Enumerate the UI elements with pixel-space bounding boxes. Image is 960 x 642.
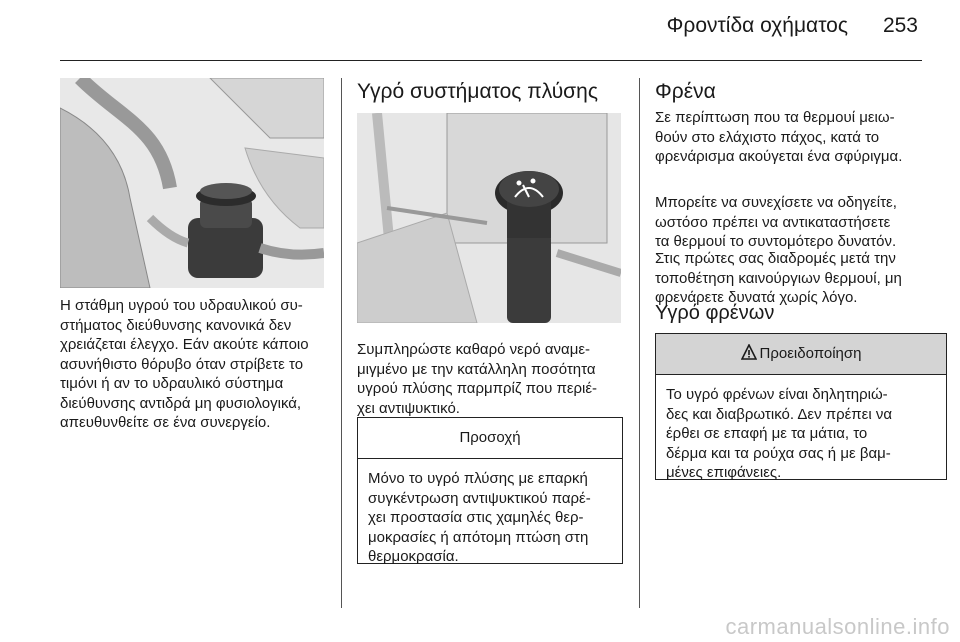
caution-text: Μόνο το υγρό πλύσης με επαρκή συγκέντρωση αντιψυκτικού παρέ- χει προστασία στις χαμηλές θερ- μοκρασίες ή απότομη πτώση στη θερμοκρασία. — [368, 470, 591, 565]
warning-heading: Προειδοποίηση — [759, 345, 862, 362]
watermark: carmanualsonline.info — [725, 614, 950, 639]
steering-fluid-text: Η στάθμη υγρού του υδραυλικού συ- στήματος διεύθυνσης κανονικά δεν χρειάζεται έλεγχο. Εάν ακούτε κάποιο ασυνήθιστο θόρυβο όταν στρίβετε το τιμόνι ή αν το υδραυλικό σύστημα διεύθυνσης αντιδρά μη φυσιολογικά, απευθυνθείτε σε ένα συνεργείο. — [60, 297, 309, 431]
brakes-paragraph-3: Στις πρώτες σας διαδρομές μετά την τοποθέτηση καινούργιων θερμουί, μη φρενάρετε δυνατά χωρίς λόγο. — [655, 250, 902, 306]
washer-fluid-text: Συμπληρώστε καθαρό νερό αναμε- μιγμένο με την κατάλληλη ποσότητα υγρού πλύσης παρμπρίζ που περιέ- χει αντιψυκτικό. — [357, 341, 598, 417]
warning-box — [655, 333, 947, 480]
brake-fluid-subtitle: Υγρό φρένων — [655, 302, 775, 324]
brakes-paragraph-2: Μπορείτε να συνεχίσετε να οδηγείτε, ωστόσο πρέπει να αντικαταστήσετε τα θερμουί το συντομότερο δυνατόν. — [655, 194, 897, 250]
top-rule — [60, 60, 922, 61]
caution-box — [357, 417, 623, 564]
brakes-paragraph-1: Σε περίπτωση που τα θερμουί μειω- θούν στο ελάχιστο πάχος, κατά το φρενάρισμα ακούγεται ένα σφύριγμα. — [655, 109, 903, 165]
column-divider — [639, 78, 640, 608]
brakes-title: Φρένα — [655, 80, 716, 103]
warning-heading-row — [656, 334, 946, 375]
warning-triangle-icon — [741, 344, 757, 360]
column-divider — [341, 78, 342, 608]
washer-fluid-illustration — [357, 113, 621, 323]
header-title: Φροντίδα οχήματος — [666, 14, 848, 37]
washer-fluid-title: Υγρό συστήματος πλύσης — [357, 80, 598, 103]
page-number: 253 — [882, 14, 918, 37]
steering-fluid-illustration — [60, 78, 324, 288]
warning-text: Το υγρό φρένων είναι δηλητηριώ- δες και διαβρωτικό. Δεν πρέπει να έρθει σε επαφή με τα μάτια, το δέρμα και τα ρούχα σας ή με βαμ- μένες επιφάνειες. — [666, 386, 893, 481]
caution-heading: Προσοχή — [358, 418, 622, 459]
